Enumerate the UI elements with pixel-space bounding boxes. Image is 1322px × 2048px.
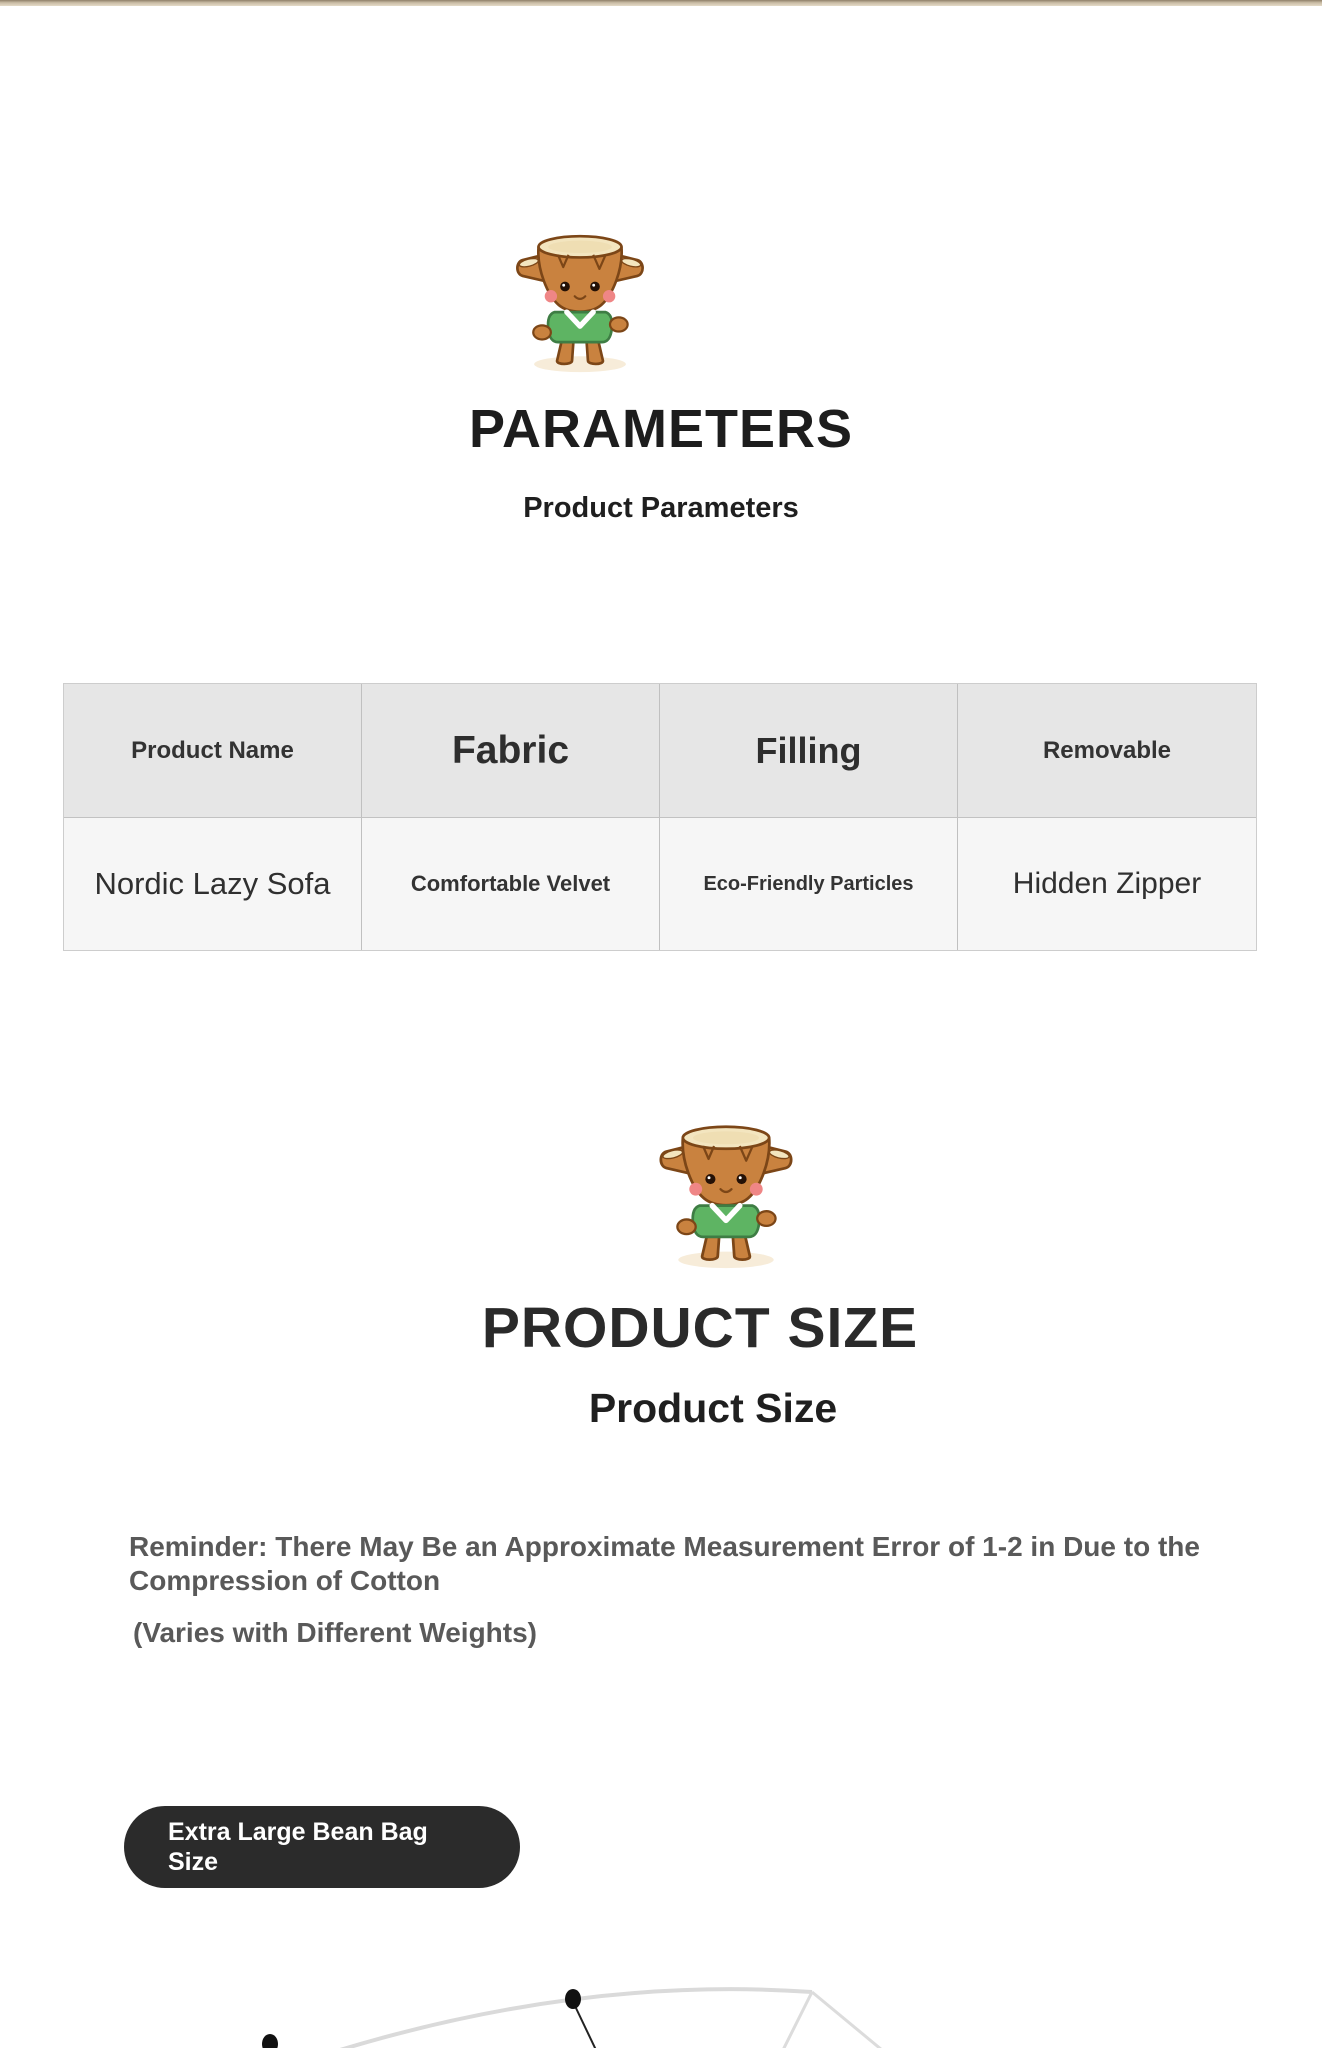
dimension-dot <box>262 2034 278 2048</box>
size-badge <box>124 1806 520 1888</box>
parameters-heading: PARAMETERS <box>468 399 854 459</box>
header-fabric: Fabric <box>362 684 660 817</box>
reminder-note: (Varies with Different Weights) <box>133 1617 537 1648</box>
cell-removable: Hidden Zipper <box>1012 867 1202 900</box>
product-size-subheading: Product Size <box>588 1385 838 1431</box>
cell-product-name: Nordic Lazy Sofa <box>64 818 362 950</box>
dimension-dot <box>565 1989 581 2009</box>
table-header-row <box>64 684 1256 818</box>
cell-fabric: Comfortable Velvet <box>362 818 660 950</box>
cell-filling: Eco-Friendly Particles <box>660 818 958 950</box>
reminder-line-2: Compression of Cotton <box>129 1565 441 1596</box>
header-product-name: Product Name <box>64 684 362 817</box>
bean-bag-dimension-sketch <box>0 1918 1322 2048</box>
previous-image-edge-strip <box>0 0 1322 6</box>
measurement-reminder <box>129 1530 1289 1598</box>
reminder-line-1: Reminder: There May Be an Approximate Measurement Error of 1-2 in Due to the <box>129 1531 1200 1562</box>
size-badge-line-2: Size <box>168 1848 219 1876</box>
parameters-table <box>63 683 1257 951</box>
table-data-row <box>64 818 1256 950</box>
header-removable: Removable <box>1042 736 1172 764</box>
parameters-subheading: Product Parameters <box>523 492 799 524</box>
size-badge-line-1: Extra Large Bean Bag <box>168 1818 428 1846</box>
header-filling: Filling <box>660 684 958 817</box>
product-size-heading: PRODUCT SIZE <box>481 1296 919 1360</box>
tree-stump-mascot-icon <box>648 1110 804 1272</box>
tree-stump-mascot-icon <box>505 220 655 376</box>
